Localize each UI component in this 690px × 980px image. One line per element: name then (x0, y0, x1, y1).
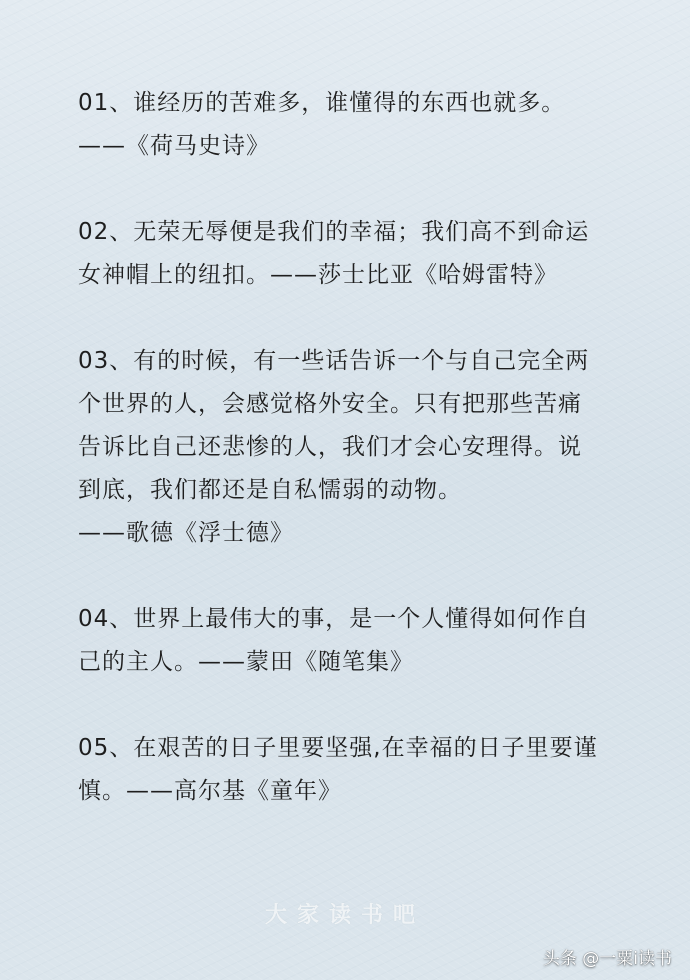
quote-04: 04、世界上最伟大的事，是一个人懂得如何作自 己的主人。——蒙田《随笔集》 (78, 606, 590, 675)
quote-05: 05、在艰苦的日子里要坚强,在幸福的日子里要谨 慎。——高尔基《童年》 (78, 735, 598, 804)
quote-03: 03、有的时候，有一些话告诉一个与自己完全两 个世界的人，会感觉格外安全。只有把那些苦痛 告诉比自己还悲惨的人，我们才会心安理得。说 到底，我们都还是自私懦弱的动物。 ——歌德《浮士德》 (78, 348, 590, 546)
quote-01: 01、谁经历的苦难多，谁懂得的东西也就多。 ——《荷马史诗》 (78, 90, 566, 159)
watermark: 大家读书吧 (264, 903, 425, 928)
quote-02: 02、无荣无辱便是我们的幸福；我们高不到命运 女神帽上的纽扣。——莎士比亚《哈姆雷特》 (78, 219, 590, 288)
quote-list (78, 82, 638, 813)
author-credit: 头条 @一粟i读书 (542, 949, 672, 969)
